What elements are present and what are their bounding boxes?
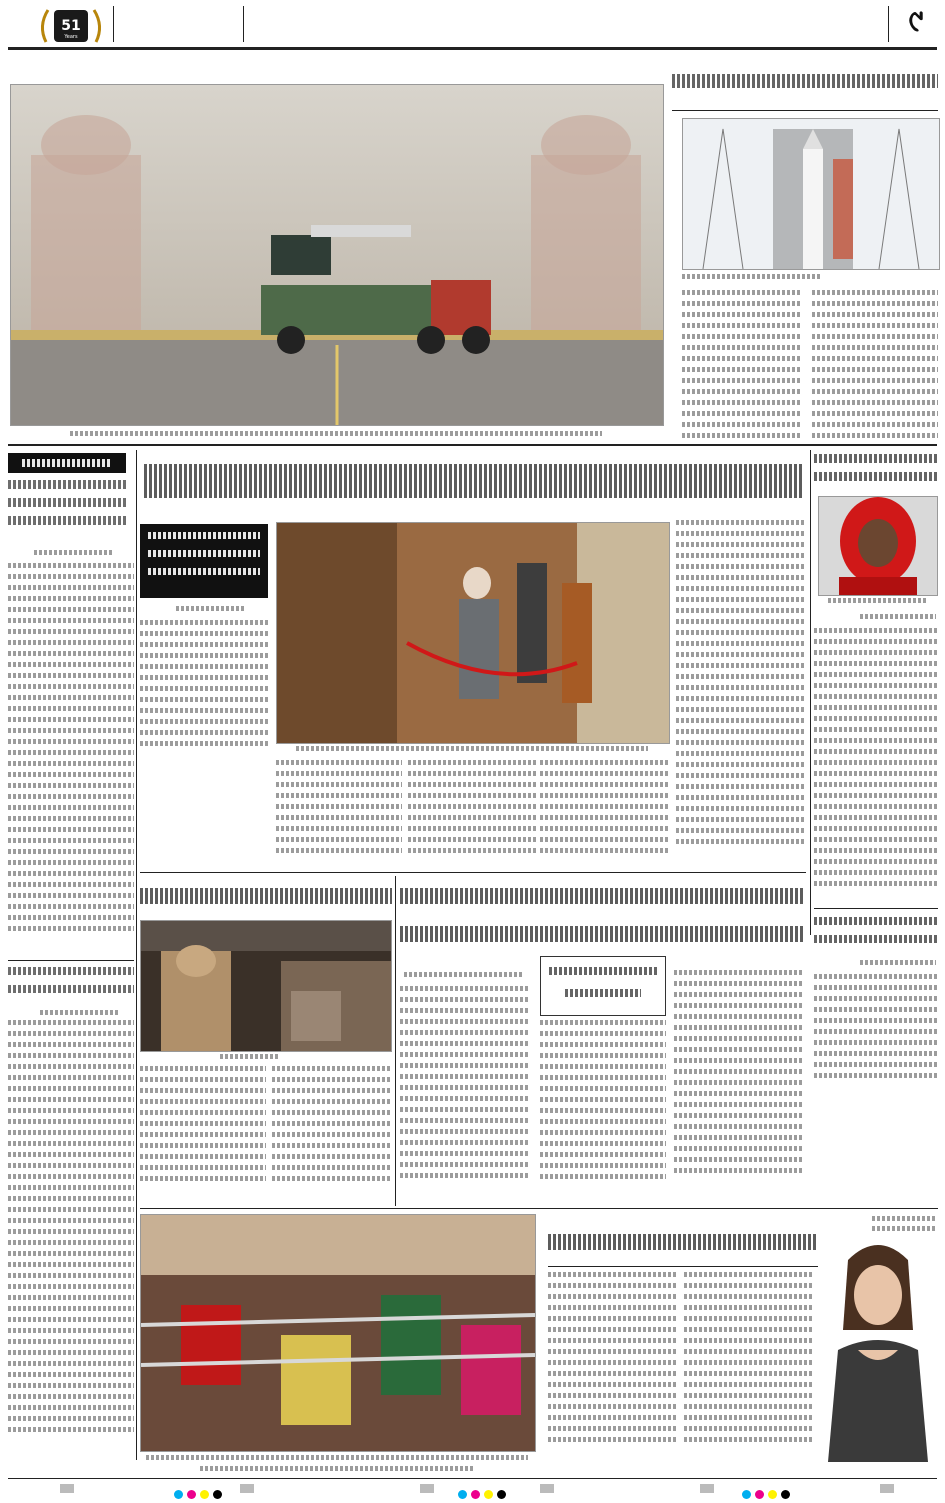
egypt-museum-dateline	[220, 1052, 280, 1062]
logo-years-word: Years	[64, 34, 78, 40]
color-dots-center	[456, 1484, 508, 1503]
lead-photo-assembly-inauguration	[276, 522, 670, 744]
egypt-right-rule	[395, 876, 396, 1206]
tanzania-bottom-rule	[814, 908, 938, 909]
masthead-divider	[243, 6, 244, 42]
rashmika-headline	[548, 1222, 818, 1262]
brief-justice-headline	[8, 964, 134, 1006]
crowd-image	[141, 1215, 535, 1451]
masthead-bottom-rule	[8, 47, 937, 50]
tanzania-photo-caption	[818, 596, 936, 606]
color-dots-left	[172, 1484, 224, 1503]
isro-dateline	[682, 272, 822, 282]
right-column-rule	[810, 450, 811, 935]
egypt-museum-body-col-2	[272, 1066, 392, 1206]
lead-subhead-box	[140, 524, 268, 598]
supreme-court-body-col-2	[540, 1020, 666, 1206]
egypt-museum-photo	[140, 920, 392, 1052]
mid-bottom-rule	[140, 1208, 938, 1209]
newspaper-logo	[36, 4, 106, 46]
registration-block	[880, 1484, 894, 1493]
isro-body-col-2	[812, 290, 938, 438]
supreme-court-body-col-3	[674, 970, 804, 1206]
portrait-image	[819, 497, 937, 595]
masthead-divider	[113, 6, 114, 42]
section-rule	[8, 444, 937, 446]
lead-dateline	[176, 604, 246, 614]
registration-block	[420, 1484, 434, 1493]
tanzania-president-photo	[818, 496, 938, 596]
footer-registration-marks	[0, 1482, 945, 1496]
tanzania-body	[814, 628, 938, 908]
rocket-launch-pad-image	[683, 119, 939, 269]
page-number: ୯	[908, 4, 924, 39]
child-custody-box	[540, 956, 666, 1016]
masthead-divider	[888, 6, 889, 42]
inauguration-image	[277, 523, 669, 743]
rashmika-headline-rule	[548, 1266, 818, 1267]
lead-bottom-rule	[140, 872, 806, 873]
lead-body-col-1	[140, 620, 268, 760]
sidebar-column-rule	[136, 450, 137, 1460]
in-brief-label	[8, 453, 126, 473]
lead-photo-smog-spraying-truck	[10, 84, 664, 426]
registration-block	[700, 1484, 714, 1493]
rashmika-body-col-1	[548, 1272, 678, 1462]
brief-justice-body	[8, 1020, 134, 1460]
egypt-museum-body-col-1	[140, 1066, 266, 1206]
smog-scene-image	[11, 85, 663, 425]
stampede-photo	[140, 1214, 536, 1452]
color-dots-right	[740, 1484, 792, 1503]
registration-block	[240, 1484, 254, 1493]
rashmika-photo-caption	[872, 1214, 936, 1236]
unesco-headline	[814, 914, 938, 952]
rashmika-photo	[818, 1240, 938, 1462]
egypt-museum-headline	[140, 876, 392, 916]
isro-headline	[672, 62, 938, 104]
rashmika-body-col-2	[684, 1272, 814, 1462]
footer-rule	[8, 1478, 937, 1479]
brief-bomb-threat-headline	[8, 478, 128, 540]
brief-bomb-threat-dateline	[34, 548, 114, 558]
lead-photo-caption	[10, 428, 662, 440]
lead-body-col-3	[408, 760, 536, 870]
unesco-dateline	[860, 958, 936, 968]
lead-headline	[140, 448, 806, 516]
brief-bomb-threat-body	[8, 563, 134, 958]
unesco-body	[814, 974, 938, 1084]
isro-headline-rule	[672, 110, 938, 111]
registration-block	[60, 1484, 74, 1493]
brief-justice-dateline	[40, 1008, 120, 1018]
brief-divider	[8, 960, 134, 961]
supreme-court-headline	[400, 876, 804, 966]
stampede-photo-caption	[140, 1452, 534, 1476]
museum-statues-image	[141, 921, 391, 1051]
supreme-court-body-col-1	[400, 986, 530, 1206]
actress-portrait-image	[818, 1240, 938, 1462]
tanzania-dateline	[860, 612, 936, 622]
lead-body-col-2	[276, 760, 402, 870]
registration-block	[540, 1484, 554, 1493]
isro-body-col-1	[682, 290, 802, 438]
logo-years-number: 51	[61, 18, 81, 34]
lead-photo-caption-assembly	[276, 744, 668, 754]
supreme-court-dateline	[404, 970, 524, 980]
lead-body-col-4	[540, 760, 668, 870]
masthead	[0, 0, 945, 50]
tanzania-headline	[814, 450, 938, 488]
isro-rocket-photo	[682, 118, 940, 270]
lead-body-col-5	[676, 520, 806, 870]
